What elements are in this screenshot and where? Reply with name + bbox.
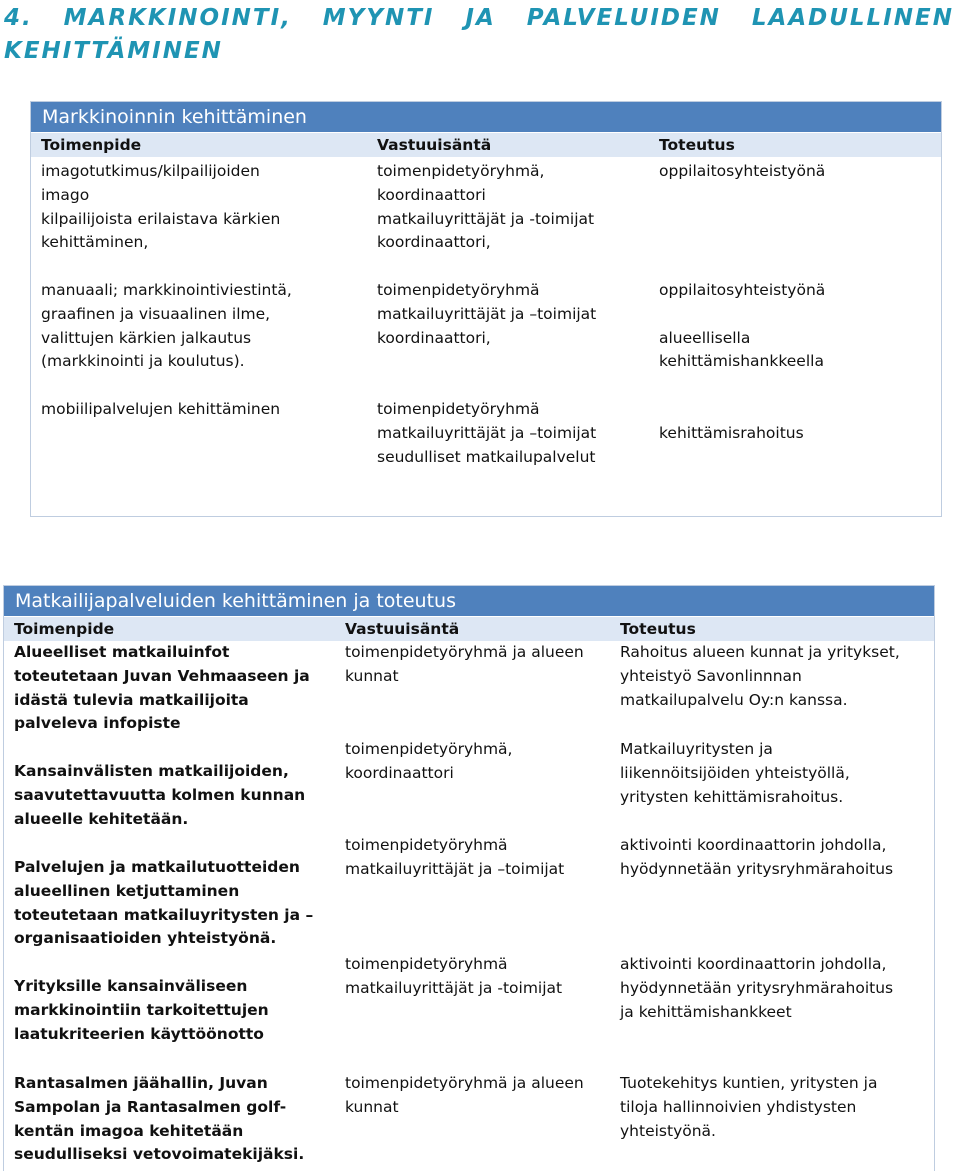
table-cell: Palvelujen ja matkailutuotteiden alueellinen ketjuttaminen toteutetaan matkailuyritysten ja – organisaatioiden yhteistyönä.: [14, 858, 314, 948]
table-cell: Alueelliset matkailuinfot toteutetaan Juvan Vehmaaseen ja idästä tulevia matkailijoita palveleva infopiste: [14, 643, 310, 733]
heading-word: LAADULLINEN: [751, 5, 954, 31]
column-header-toteutus: Toteutus: [620, 620, 696, 638]
table-cell: Rantasalmen jäähallin, Juvan Sampolan ja Rantasalmen golf- kentän imagoa kehitetään seudulliseksi vetovoimatekijäksi.: [14, 1074, 305, 1164]
table-cell: Yrityksille kansainväliseen markkinointiin tarkoitettujen laatukriteerien käyttöönotto: [14, 977, 269, 1043]
column-header-toimenpide: Toimenpide: [41, 136, 142, 154]
table-header-row: [31, 133, 941, 157]
table-cell: toimenpidetyöryhmä, koordinaattori: [345, 740, 513, 782]
column-header-toimenpide: Toimenpide: [14, 620, 115, 638]
table-cell: toimenpidetyöryhmä, koordinaattori matkailuyrittäjät ja -toimijat koordinaattori,: [377, 162, 595, 252]
table-cell: oppilaitosyhteistyönä alueellisella kehittämishankkeella: [659, 281, 826, 371]
table-header-row: [4, 617, 934, 641]
table-cell: toimenpidetyöryhmä matkailuyrittäjät ja -toimijat: [345, 955, 563, 997]
table-cell: toimenpidetyöryhmä ja alueen kunnat: [345, 643, 584, 685]
section-heading: [4, 2, 954, 68]
heading-line-2: KEHITTÄMINEN: [4, 38, 223, 64]
marketing-development-table: [30, 101, 942, 517]
heading-number: 4.: [4, 5, 33, 31]
column-header-vastuuisanta: Vastuuisäntä: [345, 620, 460, 638]
table-cell: toimenpidetyöryhmä matkailuyrittäjät ja –toimijat: [345, 836, 565, 878]
table-title: Matkailijapalveluiden kehittäminen ja toteutus: [4, 586, 934, 616]
table-cell: toimenpidetyöryhmä matkailuyrittäjät ja –toimijat koordinaattori,: [377, 281, 597, 347]
table-cell: imagotutkimus/kilpailijoiden imago kilpailijoista erilaistava kärkien kehittäminen,: [41, 162, 281, 252]
heading-word: MYYNTI: [322, 5, 435, 31]
table-cell: aktivointi koordinaattorin johdolla, hyödynnetään yritysryhmärahoitus ja kehittämishankkeet: [620, 955, 894, 1021]
table-cell: Kansainvälisten matkailijoiden, saavutettavuutta kolmen kunnan alueelle kehitetään.: [14, 762, 306, 828]
column-header-toteutus: Toteutus: [659, 136, 735, 154]
table-title: Markkinoinnin kehittäminen: [31, 102, 941, 132]
table-cell: Rahoitus alueen kunnat ja yritykset, yhteistyö Savonlinnnan matkailupalvelu Oy:n kanssa.: [620, 643, 900, 709]
tourist-services-table: [3, 585, 935, 1171]
table-cell: toimenpidetyöryhmä ja alueen kunnat: [345, 1074, 584, 1116]
table-cell: kehittämisrahoitus: [659, 423, 804, 442]
table-cell: oppilaitosyhteistyönä: [659, 162, 826, 180]
table-cell: toimenpidetyöryhmä matkailuyrittäjät ja –toimijat seudulliset matkailupalvelut: [377, 400, 597, 466]
column-header-vastuuisanta: Vastuuisäntä: [377, 136, 492, 154]
table-cell: aktivointi koordinaattorin johdolla, hyödynnetään yritysryhmärahoitus: [620, 836, 894, 878]
table-cell: manuaali; markkinointiviestintä, graafinen ja visuaalinen ilme, valittujen kärkien jalkautus (markkinointi ja koulutus).: [41, 281, 292, 371]
table-cell: Tuotekehitys kuntien, yritysten ja tiloja hallinnoivien yhdistysten yhteistyönä.: [620, 1074, 878, 1140]
heading-word: PALVELUIDEN: [526, 5, 721, 31]
heading-word: MARKKINOINTI,: [63, 5, 292, 31]
table-cell: Matkailuyritysten ja liikennöitsijöiden yhteistyöllä, yritysten kehittämisrahoitus.: [620, 740, 850, 806]
heading-word: JA: [465, 5, 496, 31]
table-cell: mobiilipalvelujen kehittäminen: [41, 400, 281, 418]
